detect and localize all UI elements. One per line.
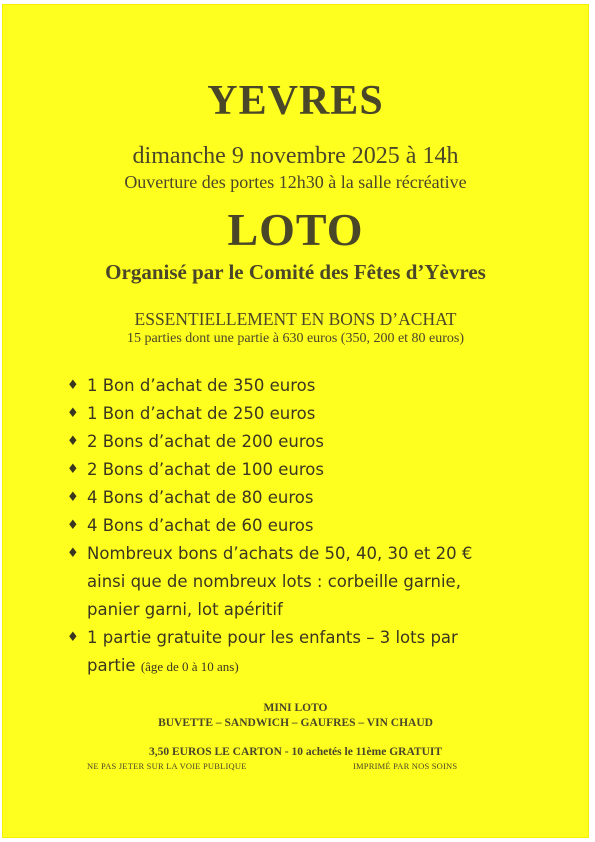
event-title: LOTO (227, 204, 364, 255)
prize-text: ainsi que de nombreux lots : corbeille garnie, (87, 572, 461, 591)
diamond-bullet-icon: ♦ (67, 378, 79, 393)
list-item (67, 512, 537, 540)
list-item (67, 540, 537, 624)
loto-poster (2, 4, 589, 838)
price-line: 3,50 EUROS LE CARTON - 10 achetés le 11ème GRATUIT (148, 746, 443, 758)
diamond-bullet-icon: ♦ (67, 546, 79, 561)
prize-text: partie (87, 656, 136, 675)
prize-text: 2 Bons d’achat de 100 euros (87, 460, 324, 479)
prize-text: Nombreux bons d’achats de 50, 40, 30 et 20 € (87, 544, 473, 563)
mini-loto: MINI LOTO (263, 702, 328, 714)
diamond-bullet-icon: ♦ (67, 434, 79, 449)
diamond-bullet-icon: ♦ (67, 518, 79, 533)
prize-text: 4 Bons d’achat de 60 euros (87, 516, 314, 535)
prize-text: 1 Bon d’achat de 350 euros (87, 376, 316, 395)
prize-list (67, 372, 537, 681)
list-item (67, 624, 537, 681)
list-item (67, 372, 537, 400)
organizer: Organisé par le Comité des Fêtes d’Yèvres (105, 260, 486, 284)
list-item (67, 456, 537, 484)
diamond-bullet-icon: ♦ (67, 630, 79, 645)
diamond-bullet-icon: ♦ (67, 490, 79, 505)
doors-opening: Ouverture des portes 12h30 à la salle récréative (124, 172, 467, 192)
city-title: YEVRES (207, 78, 384, 124)
list-item (67, 428, 537, 456)
prizes-subline: 15 parties dont une partie à 630 euros (350, 200 et 80 euros) (126, 331, 465, 346)
diamond-bullet-icon: ♦ (67, 462, 79, 477)
prize-text: 1 Bon d’achat de 250 euros (87, 404, 316, 423)
buvette-line: BUVETTE – SANDWICH – GAUFRES – VIN CHAUD (158, 717, 433, 729)
event-date: dimanche 9 novembre 2025 à 14h (132, 143, 459, 169)
notice-left: NE PAS JETER SUR LA VOIE PUBLIQUE (87, 761, 247, 771)
age-note: (âge de 0 à 10 ans) (140, 659, 239, 674)
list-item (67, 400, 537, 428)
prize-text: panier garni, lot apéritif (87, 600, 283, 619)
prizes-headline: ESSENTIELLEMENT EN BONS D’ACHAT (134, 309, 457, 329)
list-item (67, 484, 537, 512)
prize-text: 2 Bons d’achat de 200 euros (87, 432, 324, 451)
prize-text: 1 partie gratuite pour les enfants – 3 lots par (87, 628, 458, 647)
prize-text: 4 Bons d’achat de 80 euros (87, 488, 314, 507)
diamond-bullet-icon: ♦ (67, 406, 79, 421)
notice-right: IMPRIMÉ PAR NOS SOINS (353, 761, 458, 771)
